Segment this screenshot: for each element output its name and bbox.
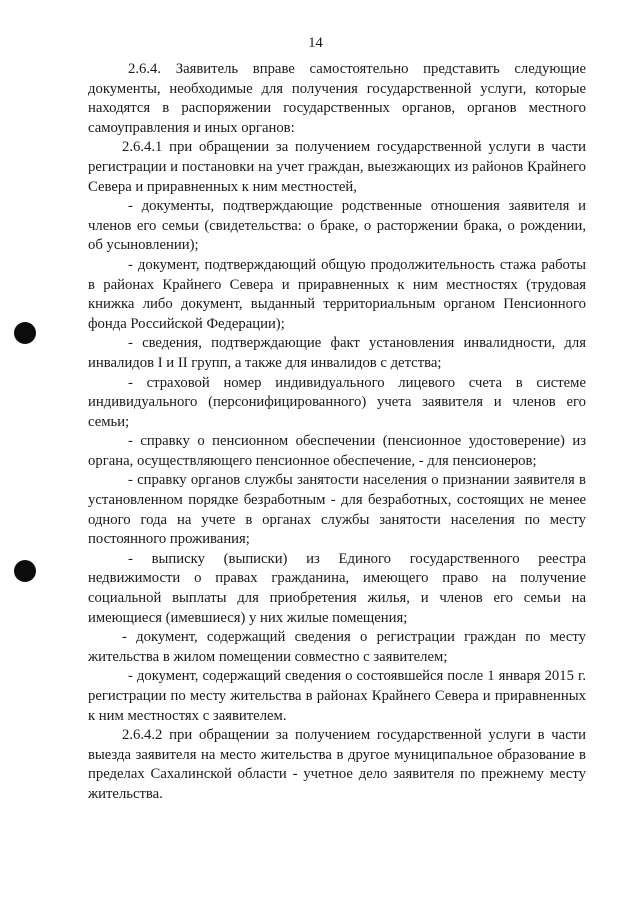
list-item-pension: - справку о пенсионном обеспечении (пенсионное удостоверение) из органа, осуществляющего пенсионное обеспечение, - для пенсионеров; <box>88 433 586 469</box>
punch-hole-mark <box>14 322 36 344</box>
list-item-family-documents: - документы, подтверждающие родственные отношения заявителя и членов его семьи (свидетельства: о браке, о расторжении брака, о рождении, об усыновлении); <box>88 198 586 254</box>
page-number: 14 <box>308 35 323 51</box>
paragraph-2-6-4-1: 2.6.4.1 при обращении за получением государственной услуги в части регистрации и постановки на учет граждан, выезжающих из районов Крайнего Севера и приравненных к ним местностей, <box>88 139 586 195</box>
list-item-disability: - сведения, подтверждающие факт установления инвалидности, для инвалидов I и II групп, а также для инвалидов с детства; <box>88 335 586 371</box>
list-item-work-experience: - документ, подтверждающий общую продолжительность стажа работы в районах Крайнего Севера и приравненных к ним местностях (трудовая книжка либо документ, выданный территориальным органом Пенсионного фонда Российской Федерации); <box>88 256 586 332</box>
list-item-insurance-number: - страховой номер индивидуального лицевого счета в системе индивидуального (персонифицированного) учета заявителя и членов его семьи; <box>88 374 586 430</box>
paragraph-2-6-4: 2.6.4. Заявитель вправе самостоятельно представить следующие документы, необходимые для получения государственной услуги, которые находятся в распоряжении государственных органов, органов местного самоуправления и иных органов: <box>88 61 586 136</box>
punch-hole-mark <box>14 560 36 582</box>
list-item-co-registration: - документ, содержащий сведения о регистрации граждан по месту жительства в жилом помещении совместно с заявителем; <box>88 629 586 665</box>
list-item-registration-2015: - документ, содержащий сведения о состоявшейся после 1 января 2015 г. регистрации по месту жительства в районах Крайнего Севера и приравненных к ним местностях с заявителем. <box>88 668 586 724</box>
list-item-property-register: - выписку (выписки) из Единого государственного реестра недвижимости о правах гражданина, имеющего право на получение социальной выплаты для приобретения жилья, и членов его семьи на имеющиеся (имевшиеся) у них жилые помещения; <box>88 550 586 626</box>
list-item-unemployment: - справку органов службы занятости населения о признании заявителя в установленном порядке безработным - для безработных, состоящих не менее одного года на учете в органах службы занятости населения по месту постоянного проживания; <box>88 472 586 548</box>
paragraph-2-6-4-2: 2.6.4.2 при обращении за получением государственной услуги в части выезда заявителя на место жительства в другое муниципальное образование в пределах Сахалинской области - учетное дело заявителя по прежнему месту жительства. <box>88 727 586 802</box>
document-body <box>88 60 586 805</box>
